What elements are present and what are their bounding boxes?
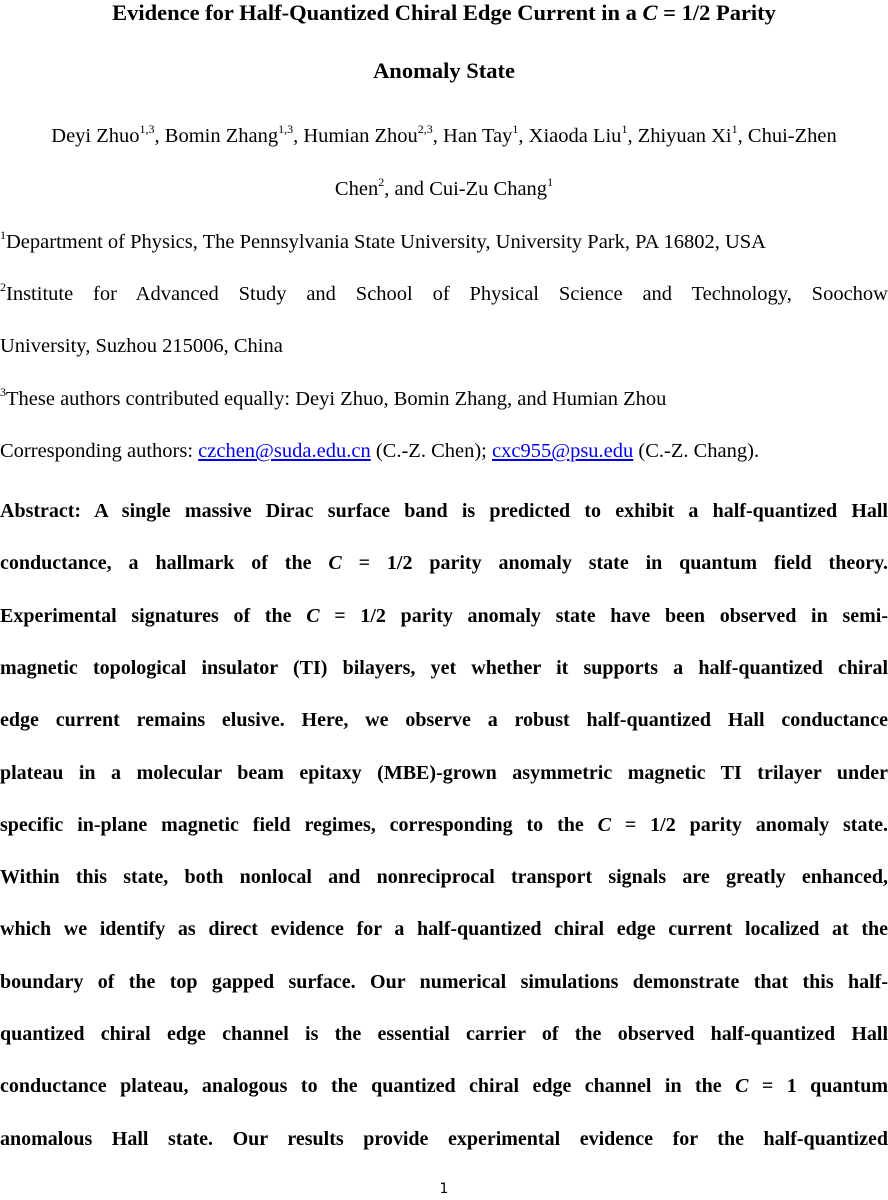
author-name: Xiaoda Liu — [528, 125, 622, 147]
title-line-2: Anomaly State — [373, 58, 515, 83]
abstract-line — [0, 707, 888, 733]
abstract-line — [0, 969, 888, 995]
abstract-line — [0, 603, 888, 629]
abstract-text: Abstract: A single massive Dirac surface band is predicted to exhibit a half-quantized Hall — [0, 500, 888, 522]
abstract-line — [0, 655, 888, 681]
abstract-text: = 1/2 parity anomaly state. — [610, 813, 888, 836]
affiliation-number: 1 — [0, 228, 6, 242]
corresponding-label: Corresponding authors: — [0, 440, 199, 462]
author-name: Cui-Zu Chang — [429, 178, 548, 200]
separator: , — [737, 125, 748, 147]
separator: , — [627, 125, 638, 147]
title-variable: C — [642, 0, 658, 25]
title-text: Evidence for Half-Quantized Chiral Edge Current in a — [112, 0, 643, 25]
abstract-text: quantized chiral edge channel is the essential carrier of the observed half-quantized Hall — [0, 1023, 888, 1045]
math-variable: C — [735, 1075, 749, 1098]
affiliation-text: Department of Physics, The Pennsylvania State University, University Park, PA 16802, USA — [6, 231, 766, 253]
author-name: Han Tay — [443, 125, 513, 147]
corresponding-name: (C.-Z. Chen); — [370, 440, 492, 462]
abstract-text: specific in-plane magnetic field regimes, corresponding to the — [0, 813, 598, 836]
abstract-text: anomalous Hall state. Our results provide experimental evidence for the half-quantized — [0, 1127, 888, 1150]
abstract-text: which we identify as direct evidence for a half-quantized chiral edge current localized at the — [0, 918, 888, 941]
abstract-text: = 1/2 parity anomaly state in quantum field theory. — [341, 552, 888, 575]
author-affiliation: 1 — [547, 175, 554, 189]
math-variable: C — [306, 604, 320, 627]
math-variable: C — [328, 552, 342, 575]
author-name: Chui-Zhen — [747, 125, 837, 147]
abstract-line — [0, 550, 888, 576]
author-affiliation: 1,3 — [278, 122, 294, 136]
author-affiliation: 1 — [512, 122, 519, 136]
affiliation-number: 3 — [0, 385, 6, 399]
abstract-text: = 1 quantum — [748, 1075, 888, 1098]
abstract-text: magnetic topological insulator (TI) bilayers, yet whether it supports a half-quantized chiral — [0, 656, 888, 679]
math-variable: C — [597, 813, 611, 836]
author-list-line-1 — [0, 123, 888, 149]
abstract-text: conductance plateau, analogous to the quantized chiral edge channel in the — [0, 1075, 736, 1098]
separator: , — [154, 125, 165, 147]
author-affiliation: 1,3 — [139, 122, 155, 136]
separator: , — [432, 125, 444, 147]
abstract-line — [0, 812, 888, 838]
abstract-line — [0, 1073, 888, 1099]
author-list-line-2 — [0, 176, 888, 202]
abstract-text: Experimental signatures of the — [0, 604, 307, 627]
abstract-line — [0, 498, 888, 524]
author-name: Zhiyuan Xi — [637, 125, 732, 147]
author-affiliation: 1 — [621, 122, 628, 136]
affiliation-2-line-2: University, Suzhou 215006, China — [0, 335, 283, 357]
abstract-line — [0, 1021, 888, 1047]
abstract-text: plateau in a molecular beam epitaxy (MBE)-grown asymmetric magnetic TI trilayer under — [0, 761, 888, 784]
author-name: Chen — [334, 178, 379, 200]
page-number: 1 — [439, 1181, 449, 1197]
email-link-chen[interactable]: czchen@suda.edu.cn — [198, 440, 371, 462]
corresponding-authors — [0, 438, 888, 464]
email-link-chang[interactable]: cxc955@psu.edu — [492, 440, 634, 462]
affiliation-1 — [0, 229, 888, 255]
author-affiliation: 1 — [731, 122, 738, 136]
title-line-1 — [0, 0, 888, 26]
corresponding-name: (C.-Z. Chang). — [633, 440, 760, 462]
author-name: Humian Zhou — [303, 125, 418, 147]
author-name: Deyi Zhuo — [51, 125, 140, 147]
abstract-line — [0, 1126, 888, 1152]
separator: , and — [384, 178, 430, 200]
affiliation-text: Institute for Advanced Study and School of Physical Science and Technology, Soochow — [6, 283, 888, 305]
title-text: = 1/2 Parity — [657, 0, 776, 25]
abstract-text: edge current remains elusive. Here, we observe a robust half-quantized Hall conductance — [0, 709, 888, 732]
affiliation-number: 2 — [0, 280, 6, 294]
affiliation-3 — [0, 386, 888, 412]
author-affiliation: 2,3 — [417, 122, 433, 136]
affiliation-2-line-1 — [0, 281, 888, 307]
separator: , — [518, 125, 529, 147]
affiliation-text: These authors contributed equally: Deyi Zhuo, Bomin Zhang, and Humian Zhou — [6, 388, 667, 410]
abstract-line — [0, 760, 888, 786]
author-affiliation: 2 — [378, 175, 385, 189]
separator: , — [293, 125, 304, 147]
author-name: Bomin Zhang — [164, 125, 279, 147]
abstract-text: conductance, a hallmark of the — [0, 552, 329, 575]
abstract-line — [0, 864, 888, 890]
abstract-text: boundary of the top gapped surface. Our numerical simulations demonstrate that this half- — [0, 970, 888, 993]
abstract-line — [0, 916, 888, 942]
abstract-text: = 1/2 parity anomaly state have been observed in semi- — [319, 604, 888, 627]
abstract-text: Within this state, both nonlocal and nonreciprocal transport signals are greatly enhanced, — [0, 866, 888, 889]
